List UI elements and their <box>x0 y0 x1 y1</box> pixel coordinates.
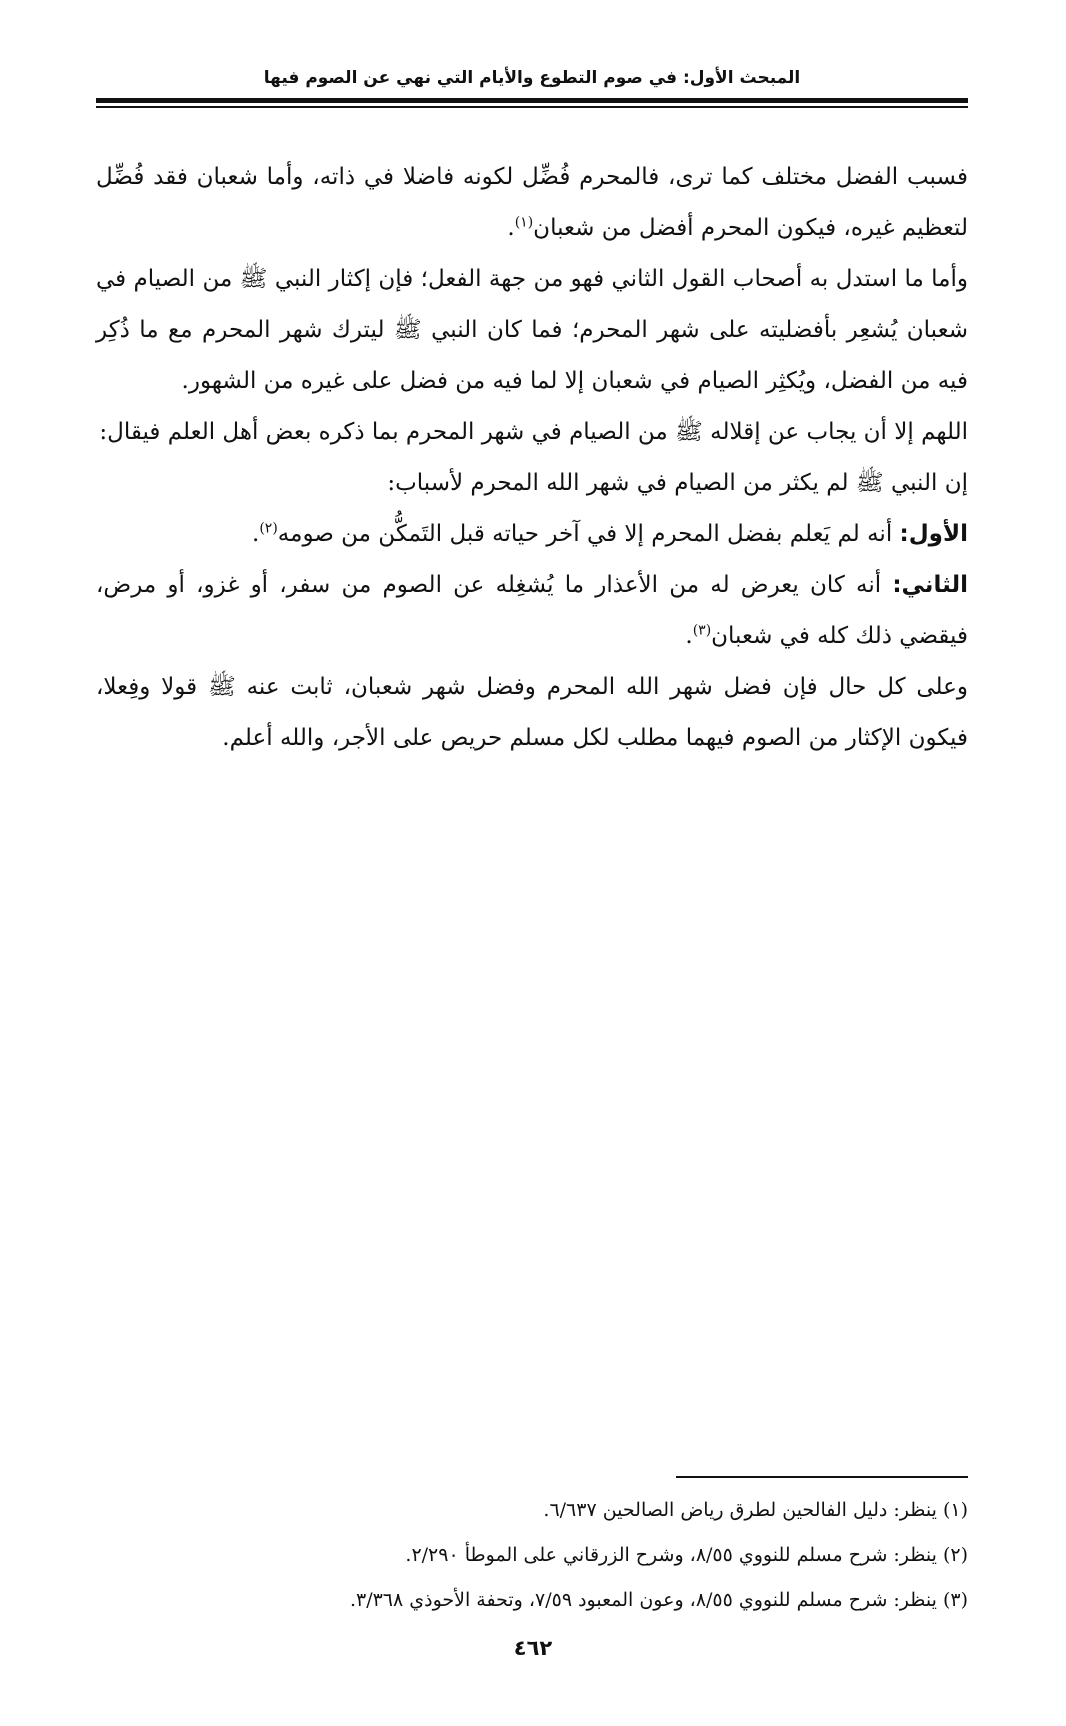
footnote-1: (١) ينظر: دليل الفالحين لطرق رياض الصالحين ٦/٦٣٧. <box>543 1499 968 1521</box>
footnote-separator <box>676 1476 968 1478</box>
paragraph-4: إن النبي ﷺ لم يكثر من الصيام في شهر الله المحرم لأسباب: <box>387 470 968 496</box>
paragraph-5-first-reason: الأول: أنه لم يَعلم بفضل المحرم إلا في آخر حياته قبل التَمكُّن من صومه$^{(٢)}$. <box>252 520 968 547</box>
paragraph-6-second-reason: الثاني: أنه كان يعرض له من الأعذار ما يُشغِله عن الصوم من سفر، أو غزو، أو مرض، فيقضي ذلك كله في شعبان$^{(٣)}$. <box>96 572 968 649</box>
footnote-3: (٣) ينظر: شرح مسلم للنووي ٨/٥٥، وعون المعبود ٧/٥٩، وتحفة الأحوذي ٣/٣٦٨. <box>349 1589 968 1611</box>
header-rule-thin <box>96 106 968 108</box>
footnote-2: (٢) ينظر: شرح مسلم للنووي ٨/٥٥، وشرح الزرقاني على الموطأ ٢/٢٩٠. <box>405 1544 968 1566</box>
footnote-ref-3: (٣) <box>692 622 712 639</box>
page-number: ٤٦٢ <box>513 1636 553 1660</box>
footnotes <box>96 1488 968 1623</box>
paragraph-7: وعلى كل حال فإن فضل شهر الله المحرم وفضل شهر شعبان، ثابت عنه ﷺ قولا وفِعلا، فيكون الإكثار من الصوم فيهما مطلب لكل مسلم حريص على الأجر، والله أعلم. <box>96 674 968 751</box>
footnote-ref-1: (١) <box>514 214 534 231</box>
paragraph-3: اللهم إلا أن يجاب عن إقلاله ﷺ من الصيام في شهر المحرم بما ذكره بعض أهل العلم فيقال: <box>99 419 968 445</box>
header-rule <box>96 98 968 103</box>
paragraph-1: فسبب الفضل مختلف كما ترى، فالمحرم فُضِّل لكونه فاضلا في ذاته، وأما شعبان فقد فُضِّل لتعظيم غيره، فيكون المحرم أفضل من شعبان$^{(١)}$. <box>96 164 968 241</box>
lead-second: الثاني: <box>892 572 968 598</box>
footnote-ref-2: (٢) <box>259 520 278 537</box>
paragraph-2: وأما ما استدل به أصحاب القول الثاني فهو من جهة الفعل؛ فإن إكثار النبي ﷺ من الصيام في شعبان يُشعِر بأفضليته على شهر المحرم؛ فما كان النبي ﷺ ليترك شهر المحرم مع ما ذُكِر فيه من الفضل، ويُكثِر الصيام في شعبان إلا لما فيه من فضل على غيره من الشهور. <box>96 266 968 394</box>
lead-first: الأول: <box>899 521 968 547</box>
running-header: المبحث الأول: في صوم التطوع والأيام التي نهي عن الصوم فيها <box>263 68 801 88</box>
body-text <box>96 152 968 764</box>
